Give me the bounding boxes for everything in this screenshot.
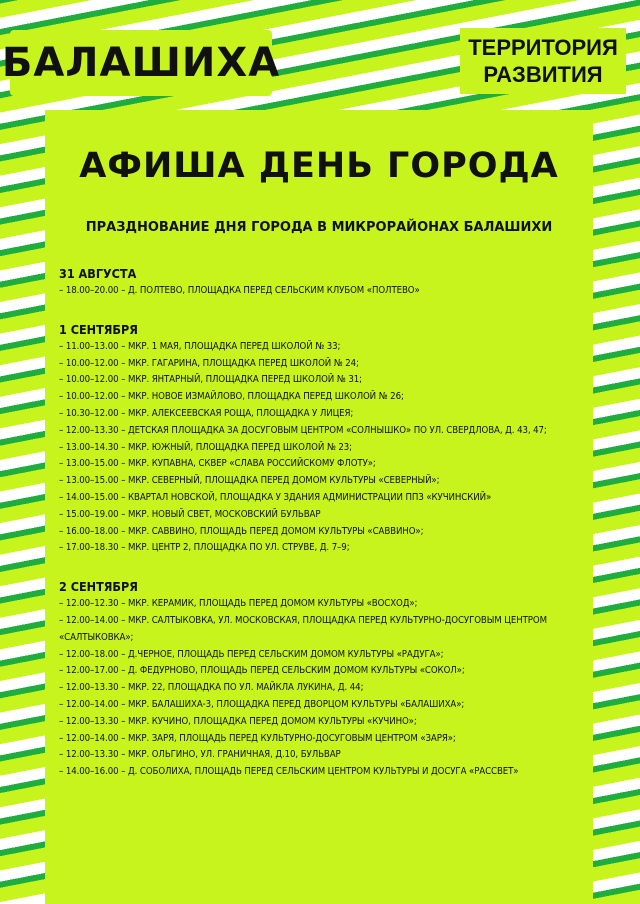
- poster-panel: [45, 110, 593, 904]
- event-item: – 15.00–19.00 – МКР. НОВЫЙ СВЕТ, МОСКОВСКИЙ БУЛЬВАР: [59, 508, 321, 520]
- event-item: – 17.00–18.30 – МКР. ЦЕНТР 2, ПЛОЩАДКА ПО УЛ. СТРУВЕ, Д. 7–9;: [59, 542, 350, 554]
- day-title: 31 АВГУСТА: [59, 266, 137, 281]
- day-title: 2 СЕНТЯБРЯ: [59, 579, 138, 595]
- day-section: [59, 579, 589, 781]
- event-item: – 12.00–13.30 – МКР. 22, ПЛОЩАДКА ПО УЛ. МАЙКЛА ЛУКИНА, Д. 44;: [59, 682, 364, 694]
- tagline: [460, 28, 626, 94]
- city-logo-text: БАЛАШИХА: [10, 30, 272, 96]
- event-item: – 12.00–13.30 – ДЕТСКАЯ ПЛОЩАДКА ЗА ДОСУГОВЫМ ЦЕНТРОМ «СОЛНЫШКО» ПО УЛ. СВЕРДЛОВА, Д. 43, 47;: [59, 424, 547, 436]
- event-item: – 10.00–12.00 – МКР. ЯНТАРНЫЙ, ПЛОЩАДКА ПЕРЕД ШКОЛОЙ № 31;: [59, 374, 362, 386]
- event-item: – 12.00–12.30 – МКР. КЕРАМИК, ПЛОЩАДЬ ПЕРЕД ДОМОМ КУЛЬТУРЫ «ВОСХОД»;: [59, 598, 418, 610]
- tagline-line-2: РАЗВИТИЯ: [483, 62, 603, 87]
- event-item: – 13.00–15.00 – МКР. КУПАВНА, СКВЕР «СЛАВА РОССИЙСКОМУ ФЛОТУ»;: [59, 458, 376, 470]
- header: [0, 22, 640, 100]
- day-section: [59, 322, 589, 557]
- event-item: – 13.00–15.00 – МКР. СЕВЕРНЫЙ, ПЛОЩАДКА ПЕРЕД ДОМОМ КУЛЬТУРЫ «СЕВЕРНЫЙ»;: [59, 475, 440, 487]
- event-item: – 16.00–18.00 – МКР. САВВИНО, ПЛОЩАДЬ ПЕРЕД ДОМОМ КУЛЬТУРЫ «САВВИНО»;: [59, 525, 424, 537]
- event-item: – 12.00–14.00 – МКР. ЗАРЯ, ПЛОЩАДЬ ПЕРЕД КУЛЬТУРНО-ДОСУГОВЫМ ЦЕНТРОМ «ЗАРЯ»;: [59, 732, 456, 744]
- event-item: – 12.00–14.00 – МКР. САЛТЫКОВКА, УЛ. МОСКОВСКАЯ, ПЛОЩАДКА ПЕРЕД КУЛЬТУРНО-ДОСУГОВЫМ ЦЕНТРОМ «САЛТЫКОВКА»;: [59, 614, 547, 643]
- day-section: [59, 266, 589, 300]
- event-item: – 12.00–18.00 – Д.ЧЕРНОЕ, ПЛОЩАДЬ ПЕРЕД СЕЛЬСКИМ ДОМОМ КУЛЬТУРЫ «РАДУГА»;: [59, 648, 444, 660]
- event-item: – 12.00–17.00 – Д. ФЕДУРНОВО, ПЛОЩАДЬ ПЕРЕД СЕЛЬСКИМ ДОМОМ КУЛЬТУРЫ «СОКОЛ»;: [59, 665, 465, 677]
- event-item: – 12.00–13.30 – МКР. ОЛЬГИНО, УЛ. ГРАНИЧНАЯ, Д.10, БУЛЬВАР: [59, 749, 341, 761]
- event-item: – 10.00–12.00 – МКР. НОВОЕ ИЗМАЙЛОВО, ПЛОЩАДКА ПЕРЕД ШКОЛОЙ № 26;: [59, 391, 404, 403]
- event-item: – 14.00–15.00 – КВАРТАЛ НОВСКОЙ, ПЛОЩАДКА У ЗДАНИЯ АДМИНИСТРАЦИИ ППЗ «КУЧИНСКИЙ»: [59, 491, 492, 503]
- event-item: – 13.00–14.30 – МКР. ЮЖНЫЙ, ПЛОЩАДКА ПЕРЕД ШКОЛОЙ № 23;: [59, 441, 352, 453]
- event-item: – 14.00–16.00 – Д. СОБОЛИХА, ПЛОЩАДЬ ПЕРЕД СЕЛЬСКИМ ЦЕНТРОМ КУЛЬТУРЫ И ДОСУГА «РАССВЕТ»: [59, 766, 519, 778]
- event-item: – 18.00–20.00 – Д. ПОЛТЕВО, ПЛОЩАДКА ПЕРЕД СЕЛЬСКИМ КЛУБОМ «ПОЛТЕВО»: [59, 285, 420, 296]
- event-item: – 11.00–13.00 – МКР. 1 МАЯ, ПЛОЩАДКА ПЕРЕД ШКОЛОЙ № 33;: [59, 340, 341, 352]
- event-item: – 10.00–12.00 – МКР. ГАГАРИНА, ПЛОЩАДКА ПЕРЕД ШКОЛОЙ № 24;: [59, 357, 359, 369]
- schedule: [59, 266, 589, 803]
- day-title: 1 СЕНТЯБРЯ: [59, 321, 138, 337]
- event-item: – 10.30–12.00 – МКР. АЛЕКСЕЕВСКАЯ РОЩА, ПЛОЩАДКА У ЛИЦЕЯ;: [59, 407, 354, 419]
- poster-subtitle: ПРАЗДНОВАНИЕ ДНЯ ГОРОДА В МИКРОРАЙОНАХ БАЛАШИХИ: [85, 220, 553, 235]
- event-item: – 12.00–14.00 – МКР. БАЛАШИХА-3, ПЛОЩАДКА ПЕРЕД ДВОРЦОМ КУЛЬТУРЫ «БАЛАШИХА»;: [59, 698, 465, 710]
- tagline-line-1: ТЕРРИТОРИЯ: [468, 35, 618, 60]
- poster-title: АФИША ДЕНЬ ГОРОДА: [79, 146, 559, 186]
- event-item: – 12.00–13.30 – МКР. КУЧИНО, ПЛОЩАДКА ПЕРЕД ДОМОМ КУЛЬТУРЫ «КУЧИНО»;: [59, 715, 417, 727]
